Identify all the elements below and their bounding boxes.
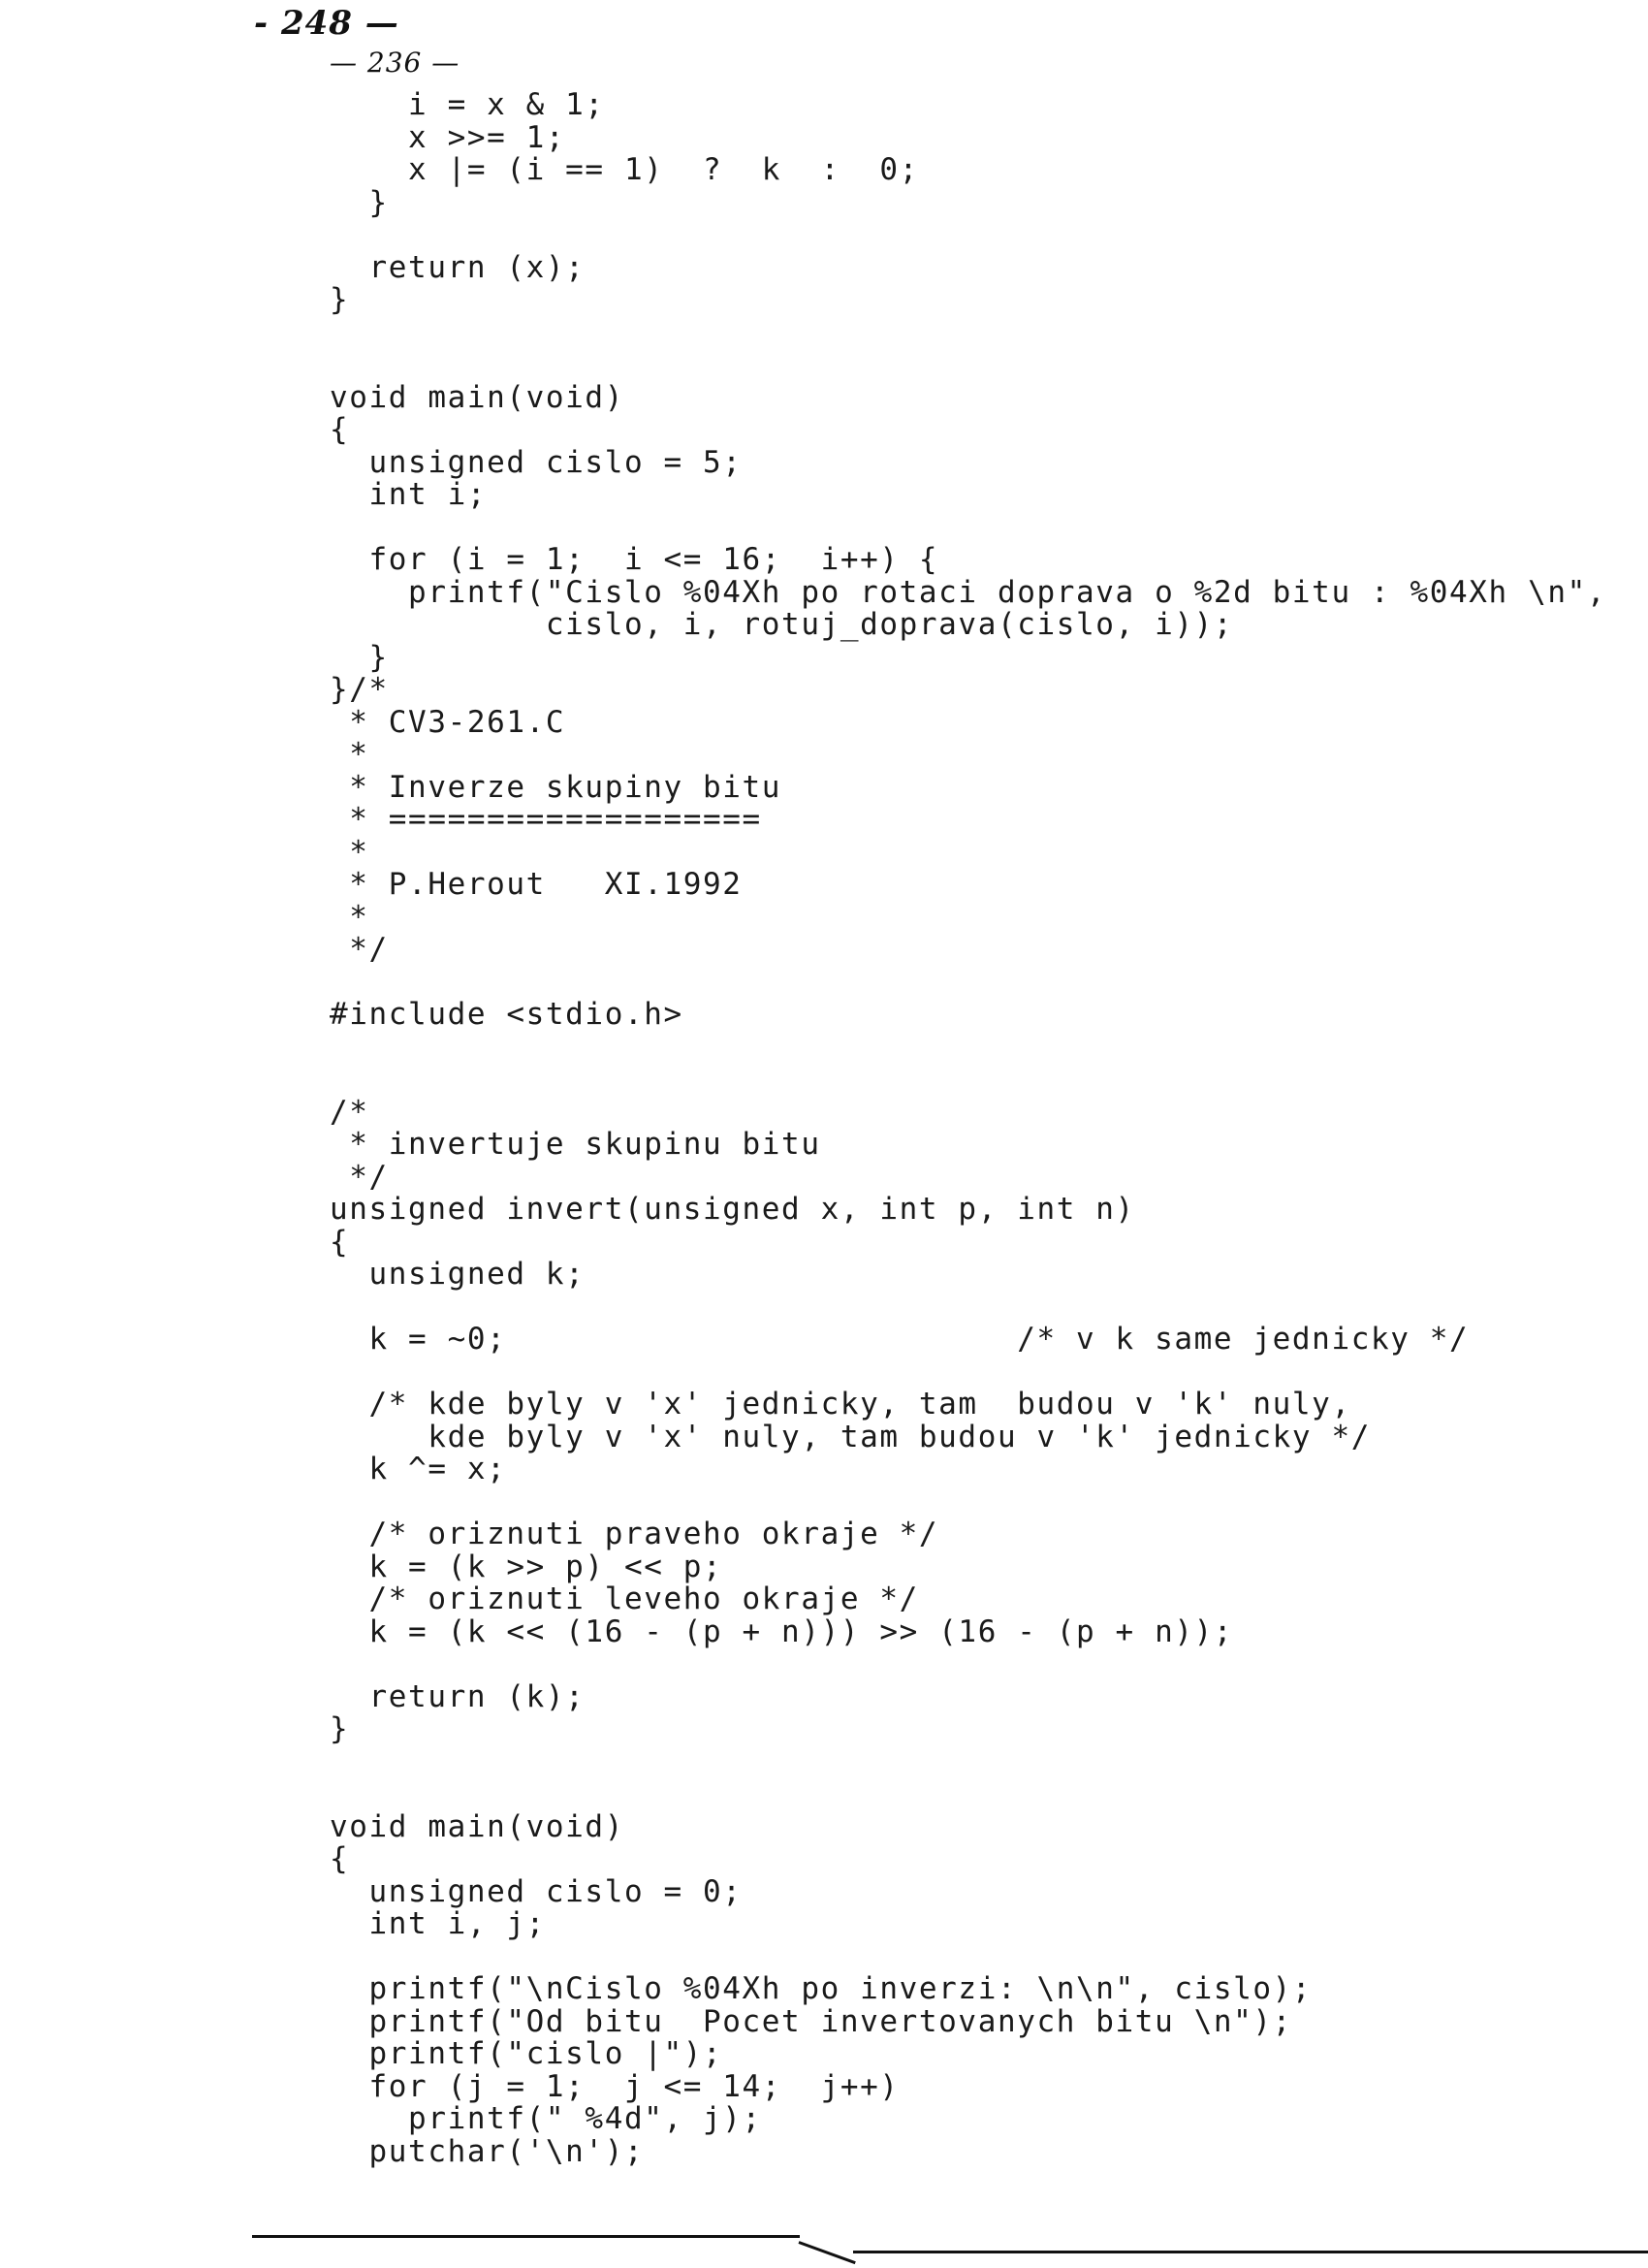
code-line: printf("Cislo %04Xh po rotaci doprava o %2d bitu : %04Xh \n", xyxy=(330,574,1607,610)
code-line xyxy=(330,349,1606,382)
code-line: } xyxy=(330,184,389,220)
code-line: int i; xyxy=(330,477,488,512)
code-line: } xyxy=(330,282,350,317)
code-line: printf("cislo |"); xyxy=(330,2036,723,2071)
code-line: #include <stdio.h> xyxy=(330,997,683,1032)
code-line: }/* xyxy=(330,672,389,707)
code-line: { xyxy=(330,412,350,447)
code-line: unsigned k; xyxy=(330,1257,586,1292)
code-line: k = (k >> p) << p; xyxy=(330,1549,723,1584)
code-line: { xyxy=(330,1841,350,1876)
code-line: k ^= x; xyxy=(330,1452,507,1486)
code-line: i = x & 1; xyxy=(330,87,605,122)
code-line: cislo, i, rotuj_doprava(cislo, i)); xyxy=(330,607,1234,642)
code-line: * xyxy=(330,899,369,935)
code-line: */ xyxy=(330,932,389,967)
code-line: unsigned cislo = 5; xyxy=(330,444,743,480)
code-line: k = ~0; /* v k same jednicky */ xyxy=(330,1322,1470,1357)
code-line: printf("\nCislo %04Xh po inverzi: \n\n", cislo); xyxy=(330,1971,1313,2006)
code-line: } xyxy=(330,639,389,675)
code-line: for (j = 1; j <= 14; j++) xyxy=(330,2068,900,2104)
original-page-number: — 236 — xyxy=(330,47,460,79)
code-line xyxy=(330,1064,1606,1097)
code-line: * =================== xyxy=(330,802,762,837)
code-line xyxy=(330,967,1606,1000)
code-line xyxy=(330,1941,1606,1974)
code-line: } xyxy=(330,1711,350,1746)
code-line: kde byly v 'x' nuly, tam budou v 'k' jednicky */ xyxy=(330,1419,1371,1454)
code-line xyxy=(330,317,1606,350)
code-line: printf("Od bitu Pocet invertovanych bitu \n"); xyxy=(330,2003,1292,2039)
code-line: return (x); xyxy=(330,249,586,285)
page-number: - 248 — xyxy=(254,4,399,43)
code-line: unsigned cislo = 0; xyxy=(330,1873,743,1909)
code-line xyxy=(330,512,1606,545)
code-line: x >>= 1; xyxy=(330,119,566,155)
code-line: printf(" %4d", j); xyxy=(330,2101,762,2136)
code-listing xyxy=(330,89,1606,2168)
code-line: /* oriznuti leveho okraje */ xyxy=(330,1581,919,1616)
code-line: * invertuje skupinu bitu xyxy=(330,1127,821,1162)
code-line xyxy=(330,1357,1606,1390)
code-line xyxy=(330,1746,1606,1779)
code-line: for (i = 1; i <= 16; i++) { xyxy=(330,542,939,577)
code-line: int i, j; xyxy=(330,1906,546,1941)
bottom-rule-right xyxy=(853,2251,1648,2253)
code-line: * Inverze skupiny bitu xyxy=(330,769,782,805)
bottom-rule-left xyxy=(252,2235,800,2238)
code-line: putchar('\n'); xyxy=(330,2133,645,2169)
code-line xyxy=(330,1778,1606,1811)
code-line: * xyxy=(330,834,369,870)
code-line: * P.Herout XI.1992 xyxy=(330,867,743,902)
bottom-rule-join xyxy=(798,2241,855,2264)
code-line: */ xyxy=(330,1159,389,1195)
code-line: void main(void) xyxy=(330,1808,624,1844)
code-line: * CV3-261.C xyxy=(330,704,566,740)
code-line: k = (k << (16 - (p + n))) >> (16 - (p + n)); xyxy=(330,1613,1234,1649)
code-line xyxy=(330,1648,1606,1681)
code-line: { xyxy=(330,1224,350,1260)
code-line: * xyxy=(330,737,369,772)
code-line: unsigned invert(unsigned x, int p, int n) xyxy=(330,1192,1135,1227)
code-line xyxy=(330,1292,1606,1325)
code-line: /* kde byly v 'x' jednicky, tam budou v 'k' nuly, xyxy=(330,1387,1351,1421)
code-line: /* oriznuti praveho okraje */ xyxy=(330,1517,939,1551)
code-line: x |= (i == 1) ? k : 0; xyxy=(330,152,919,187)
code-line xyxy=(330,1486,1606,1519)
code-line: /* xyxy=(330,1094,369,1130)
code-line xyxy=(330,1032,1606,1065)
code-line xyxy=(330,219,1606,252)
code-line: void main(void) xyxy=(330,379,624,415)
code-line: return (k); xyxy=(330,1678,586,1714)
